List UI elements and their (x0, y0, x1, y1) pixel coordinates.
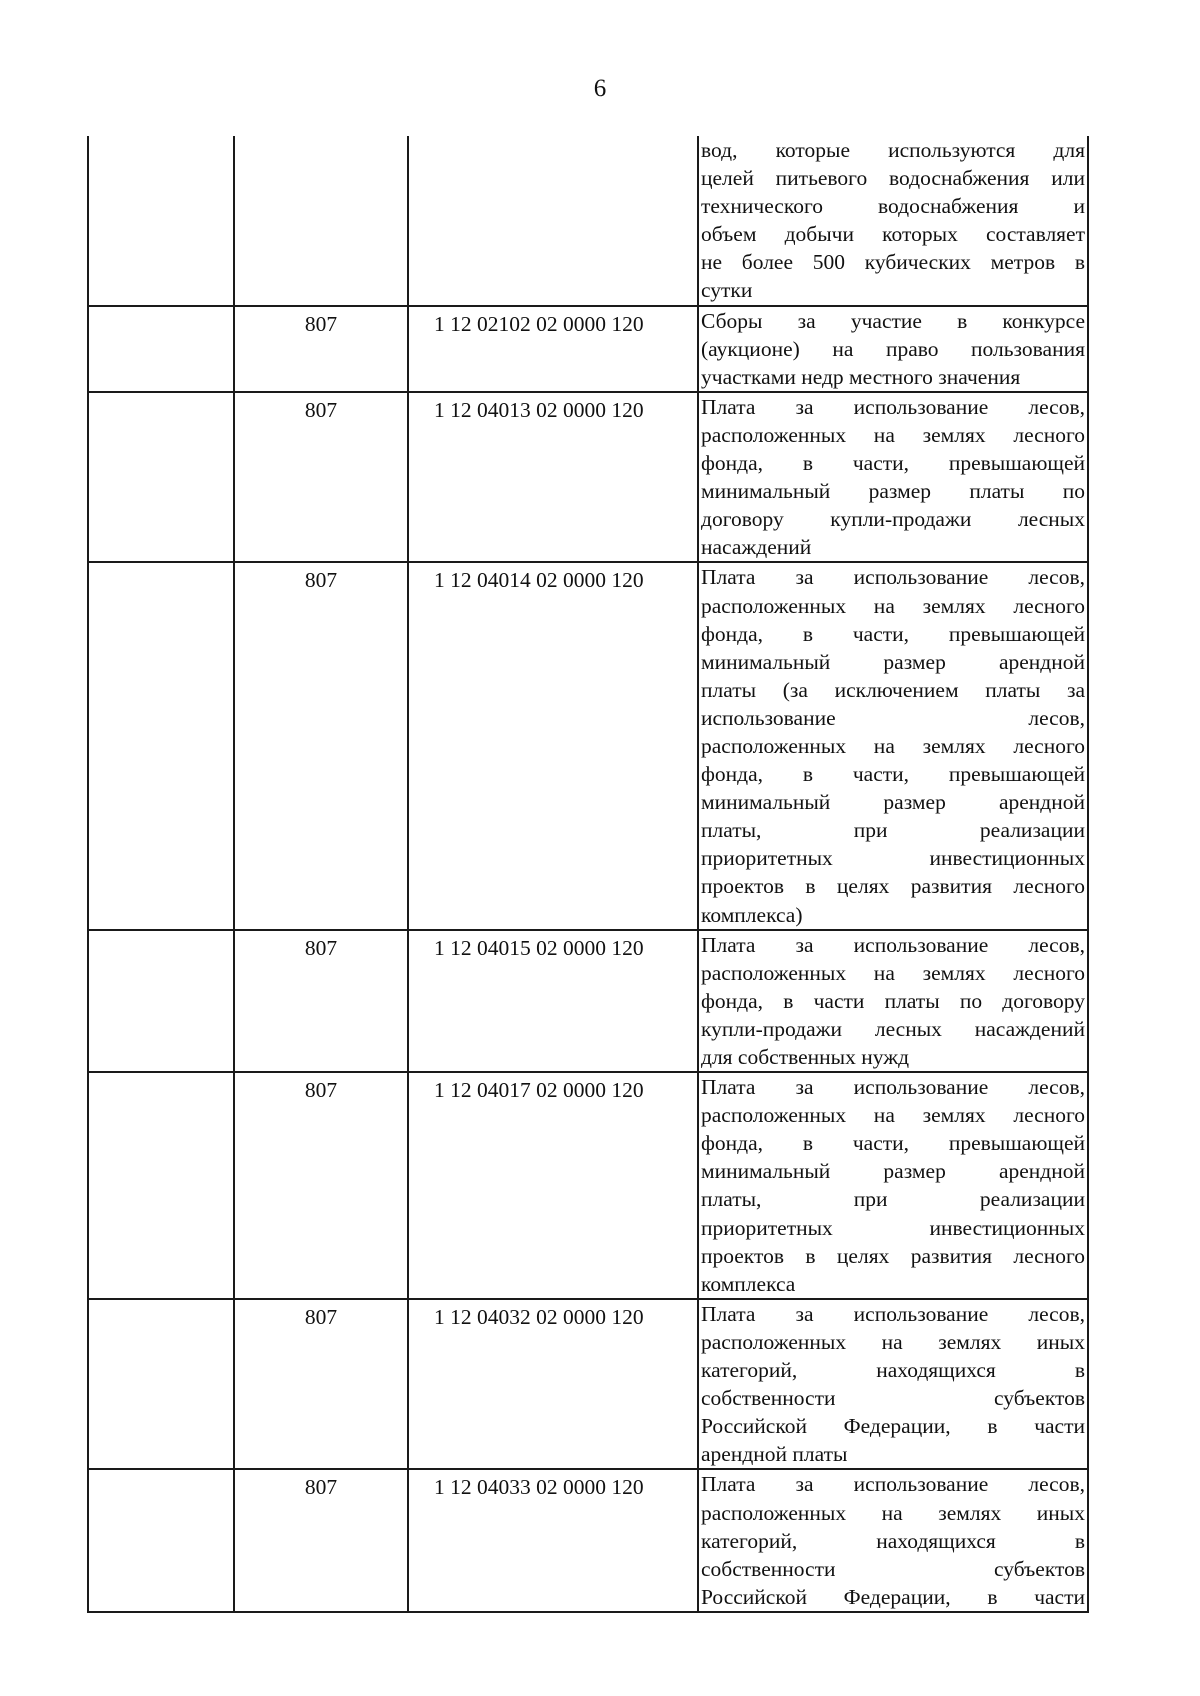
table-row (88, 1072, 1088, 1299)
page-number: 6 (593, 75, 607, 102)
empty-cell (88, 136, 234, 306)
description-line: категорий, находящихся в (701, 1358, 1085, 1383)
description-line: расположенных на землях иных (701, 1329, 1085, 1354)
admin-code-cell: 807 (234, 562, 408, 929)
description-cell (698, 392, 1088, 563)
description-line: фонда, в части платы по договору (701, 988, 1085, 1013)
description-line: минимальный размер платы по (701, 479, 1085, 504)
kbk-code-cell (408, 136, 698, 306)
description-line: фонда, в части, превышающей (701, 451, 1085, 476)
revenue-codes-table (87, 136, 1089, 1613)
table-row (88, 1469, 1088, 1611)
kbk-code-cell: 1 12 02102 02 0000 120 (408, 306, 698, 392)
description-line: проектов в целях развития лесного (701, 874, 1085, 899)
description-line: приоритетных инвестиционных (701, 1215, 1085, 1240)
admin-code-cell: 807 (234, 930, 408, 1072)
description-line: платы (за исключением платы за (701, 677, 1085, 702)
table-row (88, 392, 1088, 563)
description-line: минимальный размер арендной (701, 649, 1085, 674)
description-line: расположенных на землях лесного (701, 422, 1085, 447)
description-line: договору купли-продажи лесных (701, 507, 1085, 532)
admin-code-cell: 807 (234, 1299, 408, 1470)
description-line: насаждений (701, 535, 812, 560)
empty-cell (88, 1469, 234, 1611)
description-line: приоритетных инвестиционных (701, 846, 1085, 871)
table-row (88, 1299, 1088, 1470)
description-line: фонда, в части, превышающей (701, 621, 1085, 646)
description-line: комплекса (701, 1271, 796, 1296)
description-line: арендной платы (701, 1442, 848, 1467)
description-line: минимальный размер арендной (701, 1159, 1085, 1184)
description-line: сутки (701, 278, 753, 303)
description-line: фонда, в части, превышающей (701, 1131, 1085, 1156)
description-line: Плата за использование лесов, (701, 1301, 1085, 1326)
description-cell (698, 306, 1088, 392)
empty-cell (88, 1072, 234, 1299)
kbk-code-cell: 1 12 04013 02 0000 120 (408, 392, 698, 563)
description-line: вод, которые используются для (701, 138, 1085, 162)
table-row (88, 136, 1088, 306)
kbk-code-cell: 1 12 04032 02 0000 120 (408, 1299, 698, 1470)
description-line: использование лесов, (701, 705, 1085, 730)
description-line: расположенных на землях лесного (701, 733, 1085, 758)
kbk-code-cell: 1 12 04033 02 0000 120 (408, 1469, 698, 1611)
empty-cell (88, 1299, 234, 1470)
table-row (88, 306, 1088, 392)
description-line: Российской Федерации, в части (701, 1584, 1085, 1609)
empty-cell (88, 562, 234, 929)
admin-code-cell: 807 (234, 306, 408, 392)
description-cell (698, 1469, 1088, 1611)
description-line: не более 500 кубических метров в (701, 250, 1085, 275)
empty-cell (88, 306, 234, 392)
description-line: расположенных на землях иных (701, 1500, 1085, 1525)
description-cell (698, 930, 1088, 1072)
empty-cell (88, 930, 234, 1072)
description-line: платы, при реализации (701, 818, 1085, 843)
empty-cell (88, 392, 234, 563)
admin-code-cell: 807 (234, 1469, 408, 1611)
kbk-code-cell: 1 12 04015 02 0000 120 (408, 930, 698, 1072)
table-body (88, 136, 1088, 1612)
description-line: Российской Федерации, в части (701, 1414, 1085, 1439)
admin-code-cell: 807 (234, 392, 408, 563)
admin-code-cell: 807 (234, 1072, 408, 1299)
description-line: целей питьевого водоснабжения или (701, 166, 1085, 191)
description-line: комплекса) (701, 902, 803, 927)
description-line: Плата за использование лесов, (701, 394, 1085, 419)
description-line: собственности субъектов (701, 1386, 1085, 1411)
admin-code-cell (234, 136, 408, 306)
description-line: технического водоснабжения и (701, 194, 1085, 219)
description-line: объем добычи которых составляет (701, 222, 1085, 247)
description-line: купли-продажи лесных насаждений (701, 1016, 1085, 1041)
description-line: собственности субъектов (701, 1556, 1085, 1581)
description-line: Сборы за участие в конкурсе (701, 308, 1085, 333)
description-line: Плата за использование лесов, (701, 1472, 1085, 1497)
table-row (88, 562, 1088, 929)
description-line: платы, при реализации (701, 1187, 1085, 1212)
table-row (88, 930, 1088, 1072)
description-cell (698, 136, 1088, 306)
description-line: Плата за использование лесов, (701, 932, 1085, 957)
description-line: (аукционе) на право пользования (701, 336, 1085, 361)
description-cell (698, 1072, 1088, 1299)
description-line: расположенных на землях лесного (701, 960, 1085, 985)
description-line: Плата за использование лесов, (701, 565, 1085, 590)
description-line: категорий, находящихся в (701, 1528, 1085, 1553)
description-line: проектов в целях развития лесного (701, 1243, 1085, 1268)
description-line: расположенных на землях лесного (701, 593, 1085, 618)
description-line: фонда, в части, превышающей (701, 762, 1085, 787)
kbk-code-cell: 1 12 04014 02 0000 120 (408, 562, 698, 929)
description-line: участками недр местного значения (701, 364, 1021, 389)
kbk-code-cell: 1 12 04017 02 0000 120 (408, 1072, 698, 1299)
description-line: для собственных нужд (701, 1045, 910, 1069)
description-line: Плата за использование лесов, (701, 1075, 1085, 1100)
description-cell (698, 562, 1088, 929)
description-cell (698, 1299, 1088, 1470)
description-line: минимальный размер арендной (701, 790, 1085, 815)
description-line: расположенных на землях лесного (701, 1103, 1085, 1128)
